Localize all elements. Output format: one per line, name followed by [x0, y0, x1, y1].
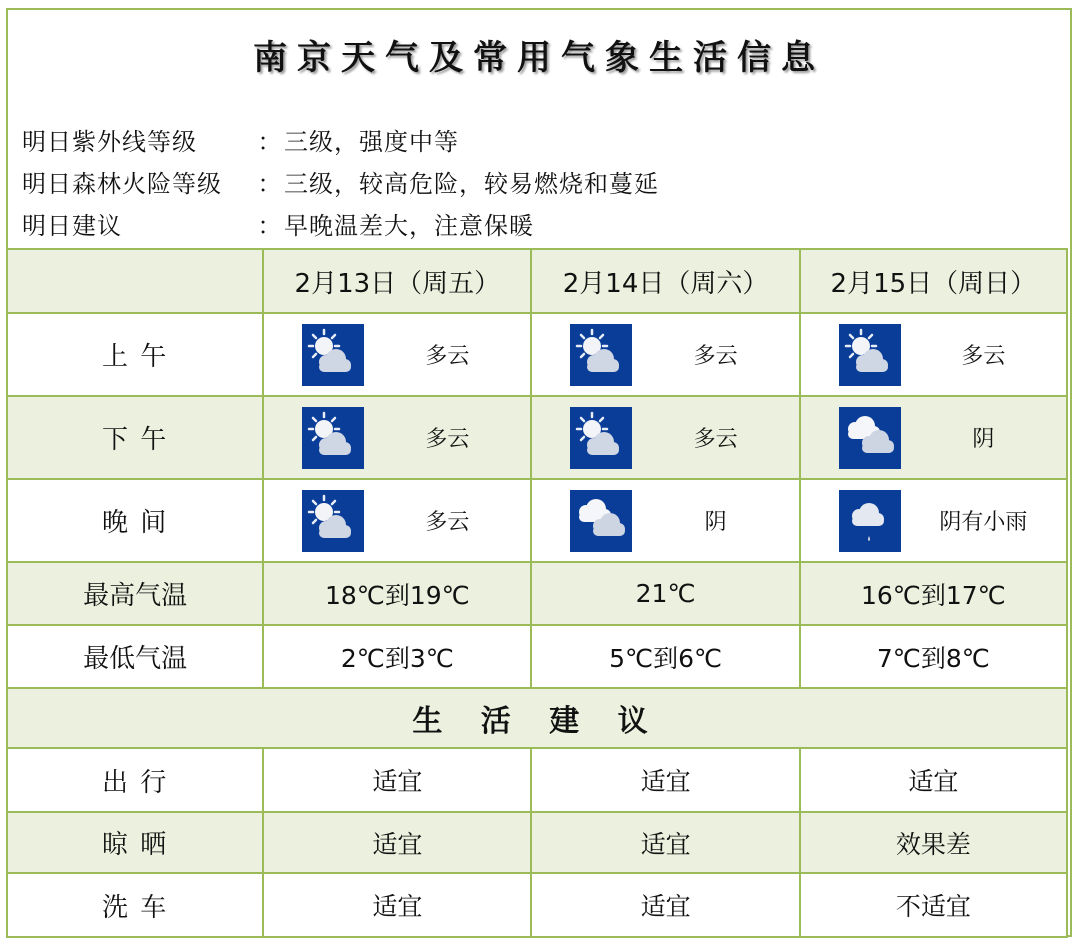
advice-value: 效果差	[800, 812, 1067, 873]
weather-desc: 阴有小雨	[939, 510, 1028, 535]
day-header: 2月13日（周五）	[263, 249, 531, 313]
temp-row	[7, 625, 1067, 688]
info-uv: 明日紫外线等级 ：三级，强度中等	[22, 128, 459, 156]
period-row	[7, 396, 1067, 479]
advice-value: 适宜	[263, 748, 531, 812]
weather-cell	[531, 479, 799, 562]
partly-cloudy-icon	[302, 407, 364, 469]
temp-row	[7, 562, 1067, 625]
weather-desc: 多云	[425, 427, 470, 452]
weather-sheet	[6, 8, 1072, 937]
advice-value: 适宜	[531, 873, 799, 937]
life-advice-title: 生 活 建 议	[7, 688, 1067, 748]
day-header: 2月14日（周六）	[531, 249, 799, 313]
weather-cell	[800, 479, 1067, 562]
temp-value: 5℃到6℃	[531, 625, 799, 688]
row-label: 洗 车	[7, 873, 263, 937]
weather-cell	[531, 313, 799, 396]
weather-desc: 多云	[425, 510, 470, 535]
partly-cloudy-icon	[302, 324, 364, 386]
info-fire: 明日森林火险等级 ：三级，较高危险，较易燃烧和蔓延	[22, 170, 659, 198]
row-label: 晚 间	[7, 479, 263, 562]
advice-row	[7, 812, 1067, 873]
weather-cell	[531, 396, 799, 479]
info-advice: 明日建议 ：早晚温差大，注意保暖	[22, 212, 534, 240]
temp-value: 7℃到8℃	[800, 625, 1067, 688]
day-header: 2月15日（周日）	[800, 249, 1067, 313]
weather-desc: 阴	[704, 510, 727, 535]
weather-desc: 阴	[972, 427, 995, 452]
row-label: 上 午	[7, 313, 263, 396]
forecast-table	[6, 248, 1068, 938]
row-label: 最高气温	[7, 562, 263, 625]
period-row	[7, 313, 1067, 396]
advice-row	[7, 748, 1067, 812]
header-row	[7, 249, 1067, 313]
partly-cloudy-icon	[570, 407, 632, 469]
row-label: 晾 晒	[7, 812, 263, 873]
advice-value: 适宜	[531, 812, 799, 873]
light-rain-icon	[839, 490, 901, 552]
partly-cloudy-icon	[839, 324, 901, 386]
overcast-icon	[839, 407, 901, 469]
advice-value: 适宜	[800, 748, 1067, 812]
summary-section	[8, 10, 1070, 250]
temp-value: 2℃到3℃	[263, 625, 531, 688]
advice-value: 适宜	[263, 873, 531, 937]
period-row	[7, 479, 1067, 562]
advice-value: 适宜	[531, 748, 799, 812]
page-title: 南京天气及常用气象生活信息	[253, 38, 825, 78]
weather-desc: 多云	[961, 344, 1006, 369]
row-label: 最低气温	[7, 625, 263, 688]
weather-cell	[800, 396, 1067, 479]
row-label: 出 行	[7, 748, 263, 812]
partly-cloudy-icon	[302, 490, 364, 552]
weather-cell	[263, 479, 531, 562]
overcast-icon	[570, 490, 632, 552]
temp-value: 21℃	[531, 562, 799, 625]
temp-value: 18℃到19℃	[263, 562, 531, 625]
weather-desc: 多云	[693, 344, 738, 369]
weather-desc: 多云	[425, 344, 470, 369]
weather-cell	[263, 313, 531, 396]
advice-value: 不适宜	[800, 873, 1067, 937]
advice-value: 适宜	[263, 812, 531, 873]
row-label: 下 午	[7, 396, 263, 479]
advice-row	[7, 873, 1067, 937]
weather-cell	[800, 313, 1067, 396]
weather-desc: 多云	[693, 427, 738, 452]
corner-cell	[7, 249, 263, 313]
temp-value: 16℃到17℃	[800, 562, 1067, 625]
section-row	[7, 688, 1067, 748]
partly-cloudy-icon	[570, 324, 632, 386]
weather-cell	[263, 396, 531, 479]
